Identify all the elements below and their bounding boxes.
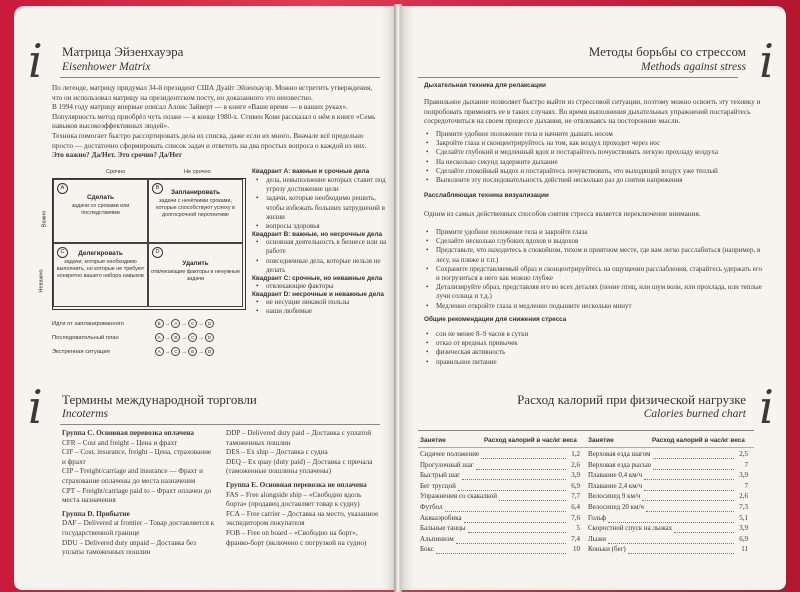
list-item: • наши любимые [252, 307, 390, 316]
term-item: DEQ – Ex quay (duty paid) – Доставка с причала (таможенные пошлины уплачены) [226, 457, 373, 476]
list-item: • Выполните эту последовательность действий несколько раз до снятия напряжения [422, 176, 766, 185]
col-rate-header: Расход калорий в час/кг веса [652, 437, 745, 444]
term-item: DDU – Delivered duty unpaid – Доставка без уплаты таможенных пошлин [62, 538, 196, 557]
list-item: • повседневные дела, которые нельзя не делать [252, 257, 390, 275]
calorie-value: 1,2 [571, 450, 580, 458]
row-important-label: Важно [41, 210, 48, 228]
table-row [588, 535, 748, 545]
calorie-value: 10 [573, 545, 580, 554]
recommendations-list [422, 330, 766, 367]
incoterms-col1 [62, 429, 216, 558]
dot-leader [644, 489, 734, 491]
incoterms-subtitle: Incoterms [62, 408, 108, 420]
flow-step: B [155, 319, 164, 328]
calorie-value: 6,9 [571, 481, 580, 490]
table-row [588, 471, 748, 481]
divider [60, 424, 380, 425]
eisenhower-matrix [52, 178, 246, 310]
flow-label: Идти от запланированного [52, 321, 125, 327]
term-item: FOB – Free on board – «Свободно на борт», франко-борт (включено с погрузкой на судно) [226, 528, 367, 547]
cell-letter: B [152, 183, 163, 194]
list-item: • Сделайте спокойный выдох и постарайтесь почувствовать, что выходящий воздух уже теплый [422, 167, 766, 176]
quadrant-list [252, 168, 390, 317]
flow-row: Экстренная ситуация A → C → B → D [52, 347, 215, 356]
quadrant-b-head: Квадрант В: важные, но несрочные дела [252, 231, 383, 239]
activity-name: Верховая езда рысью [588, 460, 652, 469]
dot-leader [445, 510, 566, 512]
term-item: CIP – Freight/carriage and insurance — Фрахт и страхование оплачены до места назначения [62, 467, 203, 485]
dot-leader [646, 510, 734, 512]
activity-name: Скоростной спуск на лыжах [588, 524, 673, 533]
cell-letter: D [152, 247, 163, 258]
table-row [420, 482, 580, 492]
breathing-intro: Правильное дыхание позволяет быстро выйти из стрессовой ситуации, поэтому можно освоить эту технику и попробовать применять ее в таких случаях. Во время выполнения дыхательных упражнений постарайтесь сосредоточиться на своем процессе дыхания, не отвлекаясь на посторонние мысли. [424, 98, 761, 126]
breathing-list [422, 130, 766, 185]
table-row [420, 450, 580, 460]
activity-name: Лыжи [588, 534, 607, 543]
dot-leader [462, 478, 566, 480]
dot-leader [468, 531, 566, 533]
flow-label: Экстренная ситуация [52, 349, 110, 355]
calorie-value: 6,4 [571, 503, 580, 511]
flow-step: D [205, 333, 214, 342]
list-item: • Сохраните представляемый образ и сконцентрируйтесь на ощущении расслабления, старайтесь удержать его и погрузиться в него как можно глубже [422, 265, 766, 283]
activity-name: Аквааэробика [420, 513, 462, 522]
list-item: • Закройте глаза и сконцентрируйтесь на том, как воздух проходит через нос [422, 139, 766, 148]
activity-name: Бокс [420, 545, 434, 554]
calorie-value: 7 [744, 460, 748, 469]
activity-name: Бег трусцой [420, 481, 456, 490]
table-row [420, 524, 580, 534]
flow-step: A [171, 319, 180, 328]
activity-name: Гольф [588, 513, 607, 522]
flow-step: C [171, 347, 180, 356]
divider [418, 77, 738, 78]
activity-name: Прогулочный шаг [420, 460, 474, 469]
table-row [420, 461, 580, 471]
calorie-value: 5,1 [739, 513, 748, 522]
table-row [588, 545, 748, 555]
term-item: DAF – Delivered at frontier – Товар доставляется к государственной границе [62, 519, 215, 537]
calorie-value: 7,6 [571, 513, 580, 522]
stress-subtitle: Methods against stress [641, 61, 746, 73]
dot-leader [456, 542, 566, 544]
intro-p1: По легенде, матрицу придумал 34-й президент США Дуайт Эйзенхауэр. Можно встретить утверждения, что он использовал матрицу на президентском посту, но доказанного это неизвестно. [52, 84, 373, 102]
list-item: • Медленно откройте глаза и медленно подышите несколько минут [422, 302, 766, 311]
table-row [588, 503, 748, 513]
quadrant-d-head: Квадрант D: несрочные и неважные дела [252, 291, 384, 299]
table-row [588, 514, 748, 524]
cell-desc: задачи со сроками или последствиями [71, 203, 130, 216]
divider [418, 430, 754, 431]
term-item: CIF – Cost, insurance, freight – Цена, страхование и фрахт [62, 448, 212, 466]
flow-step: A [155, 333, 164, 342]
dot-leader [644, 478, 734, 480]
table-row [420, 514, 580, 524]
calorie-value: 3,9 [739, 471, 748, 480]
list-item: • Сделайте глубокий и медленный вдох и постарайтесь почувствовать легкую прохладу воздуха [422, 148, 766, 157]
col-not-urgent-label: Не срочно [184, 169, 211, 175]
eisenhower-intro [52, 84, 382, 161]
flow-label: Последовательный план [52, 335, 119, 341]
term-item: FAS – Free alongside ship – «Свободно вдоль борта» (продавец доставляет товар к судну) [226, 490, 362, 509]
calorie-value: 11 [741, 545, 748, 554]
cell-letter: C [57, 247, 68, 258]
list-item: • Представьте, что находитесь в спокойном, тихом и приятном месте, где вам легко расслабиться (например, в лесу, на пляже и т.п.) [422, 246, 766, 264]
flow-step: A [155, 347, 164, 356]
activity-name: Верховая езда шагом [588, 450, 651, 458]
table-row [420, 492, 580, 502]
info-i-icon: i [28, 380, 43, 434]
visualization-list [422, 228, 766, 311]
activity-name: Альпинизм [420, 534, 454, 543]
list-item: • вопросы здоровья [252, 222, 390, 231]
flow-step: C [188, 319, 197, 328]
cell-a [53, 179, 148, 243]
calorie-value: 7 [744, 481, 748, 490]
dot-leader [628, 552, 734, 554]
recommendations-head: Общие рекомендации для снижения стресса [424, 316, 567, 323]
dot-leader [464, 521, 566, 523]
activity-name: Плавание 2,4 км/ч [588, 481, 643, 490]
list-item: • Примите удобное положение тела и закройте глаза [422, 228, 766, 237]
term-item: CFR – Cost and freight – Цена и фрахт [62, 438, 178, 447]
dot-leader [481, 457, 566, 459]
group-head: Группа Е. Основная перевозка не оплачена [226, 480, 367, 489]
table-row [420, 503, 580, 513]
dot-leader [608, 542, 734, 544]
list-item: • отказ от вредных привычек [422, 339, 766, 348]
col-activity-header: Занятие [588, 437, 614, 444]
calorie-value: 3,9 [571, 471, 580, 480]
divider [418, 447, 754, 448]
cell-c [53, 243, 148, 307]
info-i-icon: i [759, 380, 774, 434]
flow-step: B [188, 347, 197, 356]
dot-leader [436, 552, 566, 554]
cell-title: Удалить [182, 260, 209, 267]
term-item: CPT – Freight/carriage paid to – Фрахт оплачен до места назначения [62, 486, 212, 505]
cell-title: Сделать [87, 194, 114, 201]
flow-row: Идти от запланированного B → A → C → D [52, 319, 215, 328]
quadrant-c-head: Квадрант С: срочные, но неважные дела [252, 275, 383, 283]
dot-leader [642, 499, 734, 501]
col-rate-header: Расход калорий в час/кг веса [484, 437, 577, 444]
calorie-value: 5 [576, 524, 580, 533]
list-item: • сон не менее 8–9 часов в сутки [422, 330, 766, 339]
incoterms-col2 [226, 429, 380, 548]
calorie-value: 6,9 [739, 534, 748, 543]
group-head: Группа С. Основная перевозка оплачена [62, 429, 195, 437]
activity-name: Велосипед 20 км/ч [588, 503, 644, 511]
calorie-value: 7,3 [739, 503, 748, 511]
calorie-value: 3,9 [739, 524, 748, 533]
list-item: • Примите удобное положение тела и начните дышать носом [422, 130, 766, 139]
quadrant-a-head: Квадрант А: важные и срочные дела [252, 168, 370, 175]
calorie-value: 2,6 [739, 492, 748, 501]
activity-name: Сидячее положение [420, 450, 480, 458]
table-row [588, 482, 748, 492]
flow-step: B [171, 333, 180, 342]
row-not-important-label: Неважно [38, 269, 45, 293]
divider [60, 77, 380, 78]
flow-row: Последовательный план A → B → C → D [52, 333, 215, 342]
incoterms-title: Термины международной торговли [62, 392, 257, 407]
activity-name: Плавание 0,4 км/ч [588, 471, 643, 480]
activity-name: Упражнения со скакалкой [420, 492, 497, 501]
col-activity-header: Занятие [420, 437, 446, 444]
dot-leader [458, 489, 566, 491]
dot-leader [653, 468, 734, 470]
cell-desc: задачи, которые необходимо выполнить, но которые не требуют конкретно вашего набора навыков [56, 259, 145, 279]
activity-name: Коньки (бег) [588, 545, 626, 554]
term-item: DES – Ex ship – Доставка с судна [226, 448, 328, 457]
visualization-intro: Одним из самых действенных способов снятия стресса является переключение внимания. [424, 210, 701, 218]
calorie-value: 2,5 [739, 450, 748, 458]
dot-leader [499, 499, 566, 501]
flow-step: D [205, 347, 214, 356]
calorie-value: 7,4 [571, 534, 580, 543]
activity-name: Быстрый шаг [420, 471, 461, 480]
info-i-icon: i [759, 34, 774, 88]
table-row [588, 492, 748, 502]
calories-subtitle: Calories burned chart [643, 408, 746, 420]
right-page [400, 6, 786, 590]
intro-p3: Техника помогает быстро рассортировать дела из списка, даже если их много. Вначале всё предельно просто — достаточно сформировать список задач и ответить на два простых вопроса о каждой из них. [52, 131, 367, 150]
activity-name: Велосипед 9 км/ч [588, 492, 641, 501]
table-row [588, 524, 748, 534]
col-urgent-label: Срочно [106, 169, 126, 175]
visualization-head: Расслабляющая техника визуализации [424, 192, 549, 199]
list-item: • физическая активность [422, 348, 766, 357]
term-item: DDP – Delivered duty paid – Доставка с уплатой таможенных пошлин [226, 429, 372, 447]
list-item: • основная деятельность в бизнесе или на работе [252, 238, 390, 256]
cell-title: Делегировать [78, 250, 123, 257]
cell-desc: отвлекающие факторы и ненужные задачи [151, 269, 240, 282]
list-item: • дела, невыполнение которых ставит под угрозу достижение цели [252, 176, 390, 194]
cell-letter: A [57, 183, 68, 194]
left-page [14, 6, 396, 590]
flow-step: D [205, 319, 214, 328]
table-row [588, 461, 748, 471]
dot-leader [608, 521, 734, 523]
info-i-icon: i [28, 34, 43, 88]
cell-title: Запланировать [170, 189, 221, 196]
table-row [420, 535, 580, 545]
dot-leader [476, 468, 566, 470]
eisenhower-subtitle: Eisenhower Matrix [62, 61, 151, 73]
intro-questions: Это важно? Да/Нет. Это срочно? Да/Нет [52, 151, 182, 160]
list-item: • На несколько секунд задержите дыхание [422, 158, 766, 167]
list-item: • отвлекающие факторы [252, 282, 390, 291]
intro-p2: В 1994 году матрицу впервые описал Алоис Зайверт — в книге «Ваше время — в ваших руках». Популярность метод приобрёл чуть позже — в конце 1980-х. Стивен Кови рассказал о нём в книге «Семь навыков высокоэффективных людей». [52, 103, 376, 131]
breathing-head: Дыхательная техника для релаксации [424, 82, 546, 89]
list-item: • Сделайте несколько глубоких вдохов и выдохов [422, 237, 766, 246]
list-item: • Детализируйте образ, представляя его во всех деталях (пение птиц, или шум волн, или прохлада, или теплые лучи солнца и т.д.) [422, 283, 766, 301]
activity-name: Бальные танцы [420, 524, 466, 533]
table-row [588, 450, 748, 460]
calorie-value: 7,7 [571, 492, 580, 501]
list-item: • правильное питание [422, 358, 766, 367]
flow-step: C [188, 333, 197, 342]
activity-name: Футбол [420, 503, 443, 511]
list-item: • задачи, которые необходимо решить, чтобы избежать больших затруднений в жизни [252, 194, 390, 222]
cell-d [148, 243, 243, 307]
table-row [420, 471, 580, 481]
calorie-value: 2,6 [571, 460, 580, 469]
dot-leader [674, 531, 734, 533]
term-item: FCA – Free carrier – Доставка на место, указанное экспедитором покупателя [226, 509, 379, 528]
group-head: Группа D. Прибытие [62, 509, 130, 518]
stress-title: Методы борьбы со стрессом [588, 44, 746, 59]
table-row [420, 545, 580, 555]
cell-b [148, 179, 243, 243]
dot-leader [653, 457, 734, 459]
calories-title: Расход калорий при физической нагрузке [517, 392, 746, 407]
cell-desc: задачи с нечёткими сроками, которые способствуют успеху в долгосрочной перспективе [156, 198, 235, 218]
list-item: • не несущие никакой пользы [252, 298, 390, 307]
eisenhower-title: Матрица Эйзенхауэра [62, 44, 184, 59]
